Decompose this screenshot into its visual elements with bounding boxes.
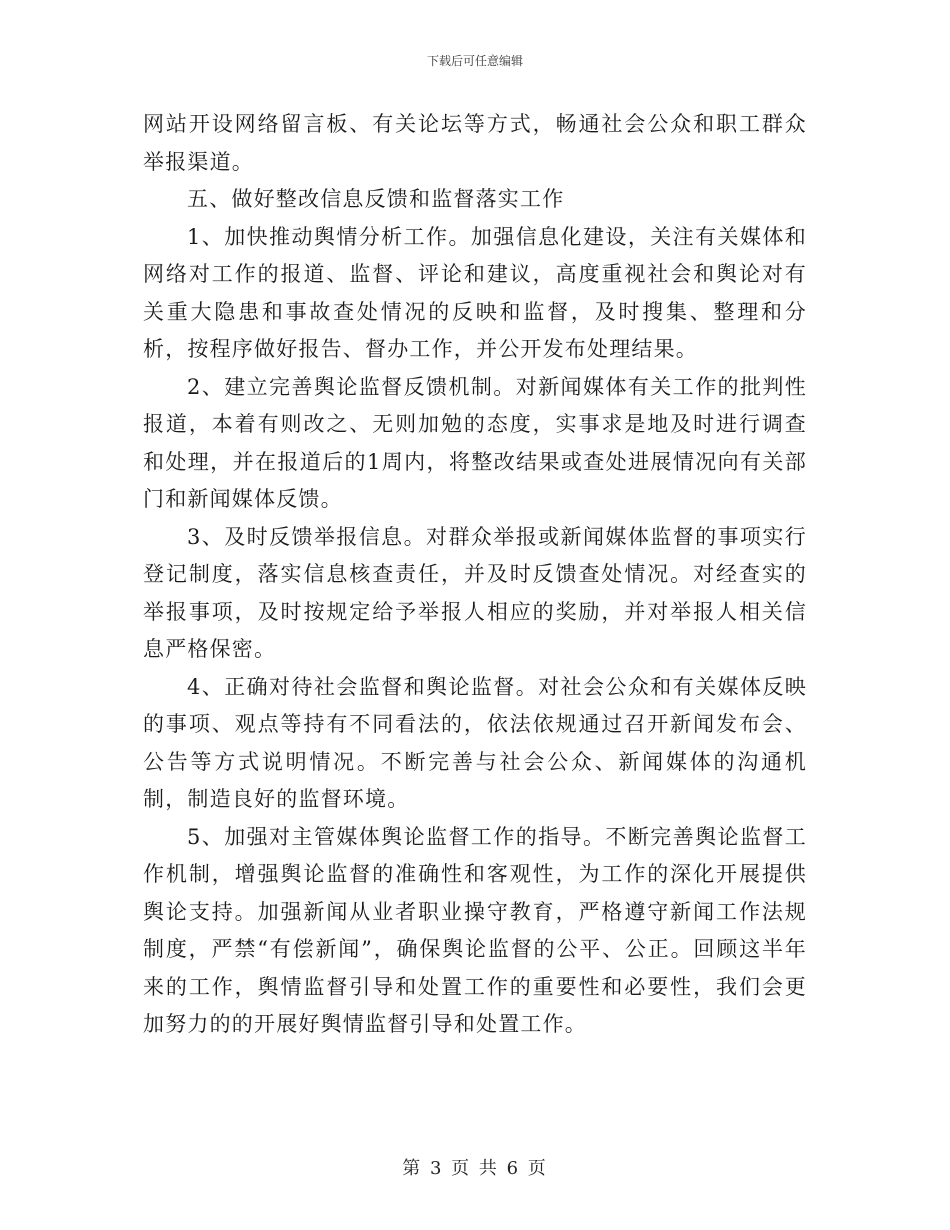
paragraph-item-2: 2、建立完善舆论监督反馈机制。对新闻媒体有关工作的批判性报道，本着有则改之、无则加勉的态度，实事求是地及时进行调查和处理，并在报道后的1周内，将整改结果或查处进展情况向有关部门和新闻媒体反馈。 xyxy=(143,374,807,511)
page-number: 第 3 页 共 6 页 xyxy=(402,1158,548,1179)
document-body xyxy=(143,106,807,1044)
paragraph-item-1: 1、加快推动舆情分析工作。加强信息化建设，关注有关媒体和网络对工作的报道、监督、评论和建议，高度重视社会和舆论对有关重大隐患和事故查处情况的反映和监督，及时搜集、整理和分析，按程序做好报告、督办工作，并公开发布处理结果。 xyxy=(143,224,807,361)
paragraph-item-4: 4、正确对待社会监督和舆论监督。对社会公众和有关媒体反映的事项、观点等持有不同看法的，依法依规通过召开新闻发布会、公告等方式说明情况。不断完善与社会公众、新闻媒体的沟通机制，制造良好的监督环境。 xyxy=(143,674,807,811)
section-heading: 五、做好整改信息反馈和监督落实工作 xyxy=(187,187,565,211)
paragraph-item-5: 5、加强对主管媒体舆论监督工作的指导。不断完善舆论监督工作机制，增强舆论监督的准确性和客观性，为工作的深化开展提供舆论支持。加强新闻从业者职业操守教育，严格遵守新闻工作法规制度，严禁“有偿新闻”，确保舆论监督的公平、公正。回顾这半年来的工作，舆情监督引导和处置工作的重要性和必要性，我们会更加努力的的开展好舆情监督引导和处置工作。 xyxy=(143,824,807,1036)
page-header: 下载后可任意编辑 xyxy=(426,54,523,68)
paragraph-continuation: 网站开设网络留言板、有关论坛等方式，畅通社会公众和职工群众举报渠道。 xyxy=(143,112,807,174)
paragraph-item-3: 3、及时反馈举报信息。对群众举报或新闻媒体监督的事项实行登记制度，落实信息核查责任，并及时反馈查处情况。对经查实的举报事项，及时按规定给予举报人相应的奖励，并对举报人相关信息严格保密。 xyxy=(143,524,807,661)
